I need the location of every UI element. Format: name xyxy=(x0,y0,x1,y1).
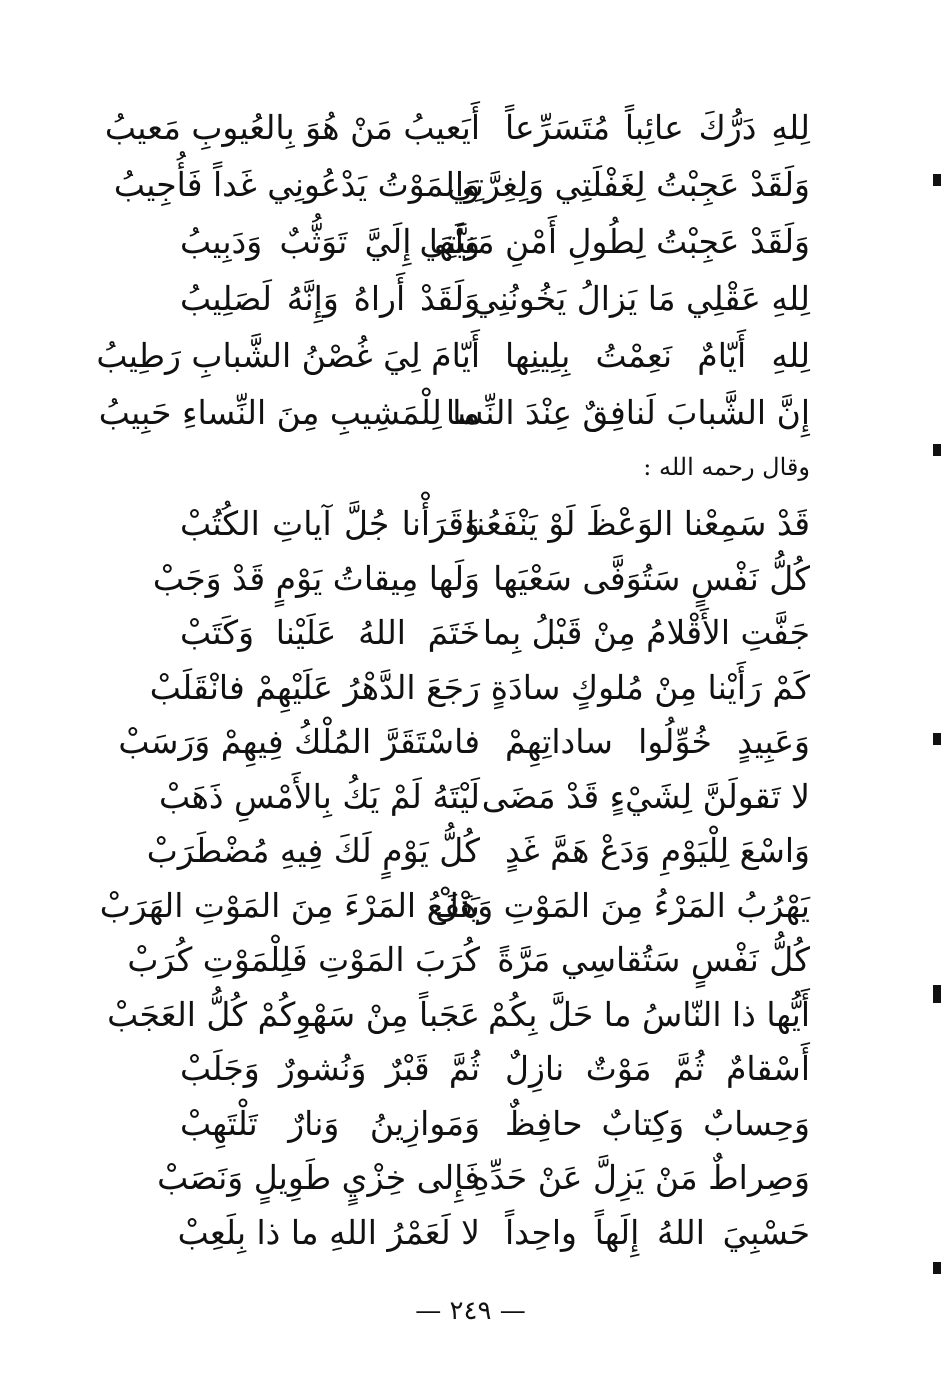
verse xyxy=(0,494,941,554)
verse-first-hemistich: أَيُّها ذا النّاسُ ما حَلَّ بِكُمْ xyxy=(488,994,810,1034)
verse xyxy=(0,658,941,718)
verse-second-hemistich: ما لِلْمَشِيبِ مِنَ النِّساءِ حَبِيبُ xyxy=(98,393,480,432)
verse xyxy=(0,549,941,609)
verse-second-hemistich: يَنْفَعُ المَرْءَ مِنَ المَوْتِ الهَرَبْ xyxy=(99,885,480,925)
section-heading: وقال رحمه الله : xyxy=(643,453,810,481)
verse-first-hemistich: وَحِسابٌ وَكِتابٌ حافِظٌ xyxy=(505,1103,810,1143)
verse-first-hemistich: جَفَّتِ الأَقْلامُ مِنْ قَبْلُ بِما xyxy=(482,613,810,652)
verse xyxy=(0,603,941,663)
margin-mark xyxy=(933,985,941,1003)
margin-mark xyxy=(933,733,941,745)
verse xyxy=(0,1203,941,1263)
margin-mark xyxy=(933,444,941,456)
verse-first-hemistich: كُلُّ نَفْسٍ سَتُقاسِي مَرَّةً xyxy=(497,940,810,979)
verse xyxy=(0,930,941,990)
verse-second-hemistich: رَجَعَ الدَّهْرُ عَلَيْهِمْ فانْقَلَبْ xyxy=(149,667,480,707)
verse-first-hemistich: إِنَّ الشَّبابَ لَنافِقٌ عِنْدَ النِّسا xyxy=(445,393,810,432)
verse-second-hemistich: لا لَعَمْرُ اللهِ ما ذا بِلَعِبْ xyxy=(177,1212,480,1252)
verse-first-hemistich: وَصِراطٌ مَنْ يَزِلَّ عَنْ حَدِّهِ xyxy=(472,1158,810,1197)
verse xyxy=(0,383,941,443)
verse-first-hemistich: وَاسْعَ لِلْيَوْمِ وَدَعْ هَمَّ غَدٍ xyxy=(505,831,810,870)
verse-first-hemistich: لِلهِ عَقْلِي مَا يَزالُ يَخُونُنِي xyxy=(472,279,810,318)
verse-first-hemistich: لِلهِ أَيّامٌ نَعِمْتُ بِلِينِها xyxy=(505,336,810,375)
verse-second-hemistich: أَيَعيبُ مَنْ هُوَ بِالعُيوبِ مَعيبُ xyxy=(104,108,480,147)
verse xyxy=(0,1148,941,1208)
verse-first-hemistich: حَسْبِيَ اللهُ إِلَهاً واحِداً xyxy=(505,1212,810,1252)
verse-first-hemistich: وَلَقَدْ عَجِبْتُ لِغَفْلَتِي وَلِغِرَّتِي xyxy=(447,165,810,204)
verse xyxy=(0,269,941,329)
verse-first-hemistich: كَمْ رَأَيْنا مِنْ مُلوكٍ سادَةٍ xyxy=(490,667,810,707)
verse-second-hemistich: لَيْتَهُ لَمْ يَكُ بِالأَمْسِ ذَهَبْ xyxy=(159,776,480,816)
verse-second-hemistich: وَلَها مِيقاتُ يَوْمٍ قَدْ وَجَبْ xyxy=(152,558,480,598)
verse-second-hemistich: وَقَرَأْنا جُلَّ آياتِ الكُتُبْ xyxy=(180,504,480,543)
verse-second-hemistich: فَإِلى خِزْيٍ طَوِيلٍ وَنَصَبْ xyxy=(157,1158,480,1197)
verse-first-hemistich: وَلَقَدْ عَجِبْتُ لِطُولِ أَمْنِ مَنِيَّتِي xyxy=(419,222,810,261)
verse xyxy=(0,1039,941,1099)
page-number: — ٢٤٩ — xyxy=(415,1296,526,1326)
verse-second-hemistich: أَيّامَ لِيَ غُصْنُ الشَّبابِ رَطِيبُ xyxy=(96,336,480,375)
verse xyxy=(0,821,941,881)
verse-second-hemistich: وَلَهَا إِلَيَّ تَوَثُّبٌ وَدَبِيبُ xyxy=(180,222,480,261)
verse-first-hemistich: كُلُّ نَفْسٍ سَتُوَفَّى سَعْيَها xyxy=(493,558,810,598)
verse xyxy=(0,155,941,215)
verse-second-hemistich: خَتَمَ اللهُ عَلَيْنا وَكَتَبْ xyxy=(180,613,480,652)
verse-second-hemistich: فاسْتَقَرَّ المُلْكُ فِيهِمْ وَرَسَبْ xyxy=(118,722,480,761)
verse xyxy=(0,985,941,1045)
margin-mark xyxy=(933,1262,941,1274)
verse-first-hemistich: قَدْ سَمِعْنا الوَعْظَ لَوْ يَنْفَعُنا xyxy=(466,504,810,543)
verse xyxy=(0,326,941,386)
verse xyxy=(0,767,941,827)
verse-first-hemistich: وَعَبِيدٍ خُوِّلُوا ساداتِهِمْ xyxy=(505,722,810,761)
verse-second-hemistich: وَمَوازِينُ وَنارٌ تَلْتَهِبْ xyxy=(180,1103,480,1143)
margin-mark xyxy=(933,174,941,186)
verse-second-hemistich: ثُمَّ قَبْرٌ وَنُشورٌ وَجَلَبْ xyxy=(180,1049,480,1088)
verse-first-hemistich: يَهْرُبُ المَرْءُ مِنَ المَوْتِ وَهَلْ xyxy=(434,885,810,925)
verse xyxy=(0,1094,941,1154)
verse-second-hemistich: وَالمَوْتُ يَدْعُونِي غَداً فَأُجِيبُ xyxy=(113,165,480,204)
verse-second-hemistich: وَلَقَدْ أَراهُ وَإِنَّهُ لَصَلِيبُ xyxy=(180,279,480,318)
verse-first-hemistich: أَسْقامٌ ثُمَّ مَوْتٌ نازِلٌ xyxy=(505,1049,810,1088)
verse xyxy=(0,712,941,772)
verse-first-hemistich: لا تَقولَنَّ لِشَيْءٍ قَدْ مَضَى xyxy=(481,776,810,816)
verse-second-hemistich: كُرَبَ المَوْتِ فَلِلْمَوْتِ كُرَبْ xyxy=(127,940,480,979)
verse xyxy=(0,876,941,936)
verse-first-hemistich: لِلهِ دَرُّكَ عائِباً مُتَسَرِّعاً xyxy=(505,108,810,147)
verse-second-hemistich: عَجَباً مِنْ سَهْوِكُمْ كُلُّ العَجَبْ xyxy=(107,994,480,1034)
verse-second-hemistich: كُلُّ يَوْمٍ لَكَ فِيهِ مُضْطَرَبْ xyxy=(146,831,480,870)
verse xyxy=(0,98,941,158)
verse xyxy=(0,212,941,272)
